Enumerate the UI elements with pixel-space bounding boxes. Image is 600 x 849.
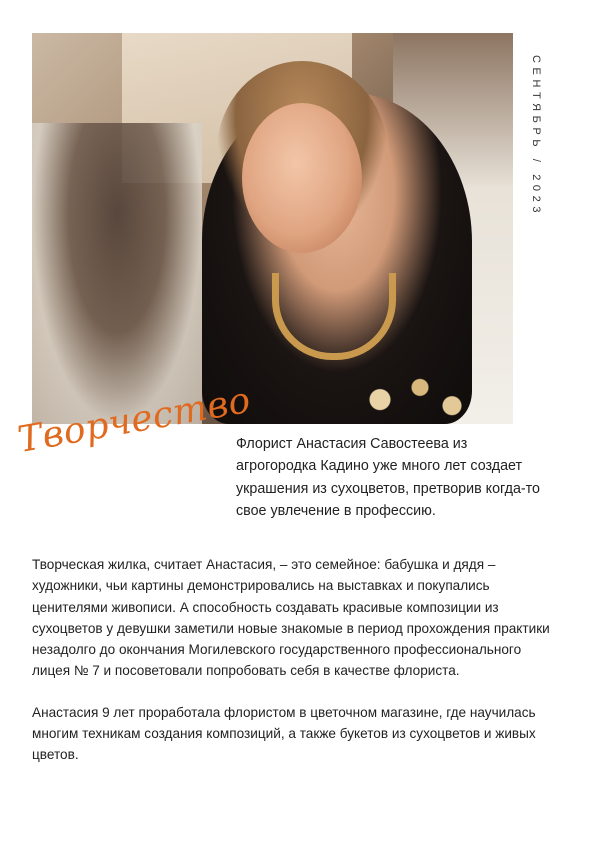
photo-background-person-left [32,123,202,424]
article-paragraph: Творческая жилка, считает Анастасия, – это семейное: бабушка и дядя – художники, чьи картины демонстрировались на выставках и покупались ценителями живописи. А способность создавать красивые композиции из сухоцветов у девушки заметили новые знакомые в период прохождения практики незадолго до окончания Могилевского государственного профессионального лицея № 7 и посоветовали попробовать себя в качестве флориста. [32,557,550,679]
photo-dried-flowers [332,363,492,424]
lead-paragraph: Флорист Анастасия Савостеева из агрогородка Кадино уже много лет создает украшения из сухоцветов, претворив когда-то свое увлечение в профессию. [236,436,540,520]
issue-date: СЕНТЯБРЬ / 2023 [530,55,542,218]
article-body [32,554,552,786]
portrait-photo [32,33,513,424]
photo-subject-face [242,103,362,253]
section-title: Творчество [14,379,254,461]
article-paragraph: Анастасия 9 лет проработала флористом в цветочном магазине, где научилась многим техникам создания композиций, а также букетов из сухоцветов и живых цветов. [32,704,536,763]
